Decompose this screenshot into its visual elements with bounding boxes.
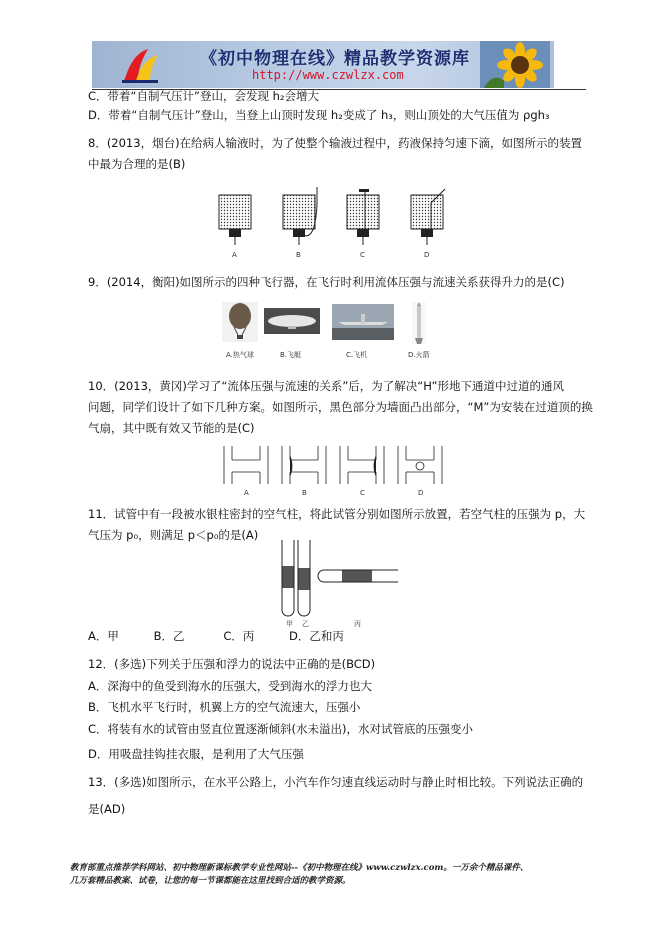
fig10-label-a: A: [244, 489, 249, 497]
footer-line-2: 几万套精品教案、试卷，让您的每一节课都能在这里找到合适的教学资源。: [70, 876, 351, 886]
question-10-line-1: 10．(2013，黄冈)学习了“流体压强与流速的关系”后，为了解决“H”形地下通道中过道的通风: [88, 379, 564, 393]
question-11-line-2: 气压为 p₀，则满足 p＜p₀的是(A): [88, 528, 259, 542]
passage-a: [224, 446, 268, 484]
fig10-label-b: B: [302, 489, 307, 497]
option-c: C．丙: [223, 629, 255, 643]
question-10-line-3: 气扇，其中既有效又节能的是(C): [88, 421, 255, 435]
fig8-label-c: C: [360, 251, 365, 259]
question-10-line-2: 问题，同学们设计了如下几种方案。如图所示，黑色部分为墙面凸出部分，“M”为安装在过道顶的换: [88, 400, 593, 414]
site-logo: [118, 45, 162, 85]
airplane-image: [332, 304, 394, 340]
fig8-label-d: D: [424, 251, 430, 259]
question-8-line-2: 中最为合理的是(B): [88, 157, 186, 171]
site-title: 《初中物理在线》精品教学资源库: [200, 49, 470, 69]
fig11-label-bing: 丙: [354, 620, 361, 628]
rocket-image: [412, 302, 426, 344]
bottle-c: [347, 189, 379, 245]
fig8-label-a: A: [232, 251, 237, 259]
site-url[interactable]: http://www.czwlzx.com: [252, 68, 404, 82]
header-banner: [92, 41, 554, 88]
figure-10-passages: [220, 444, 445, 498]
hot-air-balloon-image: [222, 302, 258, 342]
tube-bing: [318, 570, 398, 582]
fig10-label-c: C: [360, 489, 365, 497]
question-11-options: [88, 628, 344, 644]
sunflower-icon: [480, 41, 550, 88]
fig9-label-a: A.热气球: [226, 351, 254, 359]
figure-11-test-tubes: [268, 538, 400, 630]
question-9: 9．(2014，衡阳)如图所示的四种飞行器，在飞行时利用流体压强与流速关系获得升力的是(C): [88, 275, 565, 289]
option-b: B．乙: [153, 629, 185, 643]
question-12-option-c: C．将装有水的试管由竖直位置逐渐倾斜(水未溢出)，水对试管底的压强变小: [88, 722, 473, 736]
page-footer: [70, 862, 590, 888]
passage-b: [282, 446, 326, 484]
figure-8-infusion: [205, 185, 455, 260]
question-8-line-1: 8．(2013，烟台)在给病人输液时，为了使整个输液过程中，药液保持匀速下滴，如图所示的装置: [88, 136, 583, 150]
fig9-label-c: C.飞机: [346, 351, 368, 359]
fig10-label-d: D: [418, 489, 424, 497]
option-d-top: D．带着“自制气压计”登山，当登上山顶时发现 h₂变成了 h₃，则山顶处的大气压值为 ρgh₃: [88, 108, 550, 122]
option-a: A．甲: [88, 629, 119, 643]
question-13-line-2: 是(AD): [88, 802, 126, 816]
fig8-label-b: B: [296, 251, 301, 259]
fig9-label-b: B.飞艇: [280, 351, 302, 359]
footer-line-1: 教育部重点推荐学科网站、初中物理新课标教学专业性网站--《初中物理在线》www.czwlzx.com。一万余个精品课件、: [70, 863, 529, 873]
tube-jia: [282, 540, 294, 616]
question-13-line-1: 13．(多选)如图所示，在水平公路上，小汽车作匀速直线运动时与静止时相比较。下列说法正确的: [88, 775, 584, 789]
passage-c: [340, 446, 384, 484]
bottle-b: [283, 187, 317, 245]
question-12-option-d: D．用吸盘挂钩挂衣服，是利用了大气压强: [88, 747, 304, 761]
fig11-label-jia: 甲: [286, 620, 293, 628]
bottle-a: [219, 195, 251, 245]
option-d: D．乙和丙: [288, 629, 344, 643]
question-12-option-a: A．深海中的鱼受到海水的压强大，受到海水的浮力也大: [88, 679, 372, 693]
option-c-top: C．带着“自制气压计”登山，会发现 h₂会增大: [88, 89, 319, 103]
passage-d: [398, 446, 442, 484]
fig9-label-d: D.火箭: [408, 351, 430, 359]
question-12-option-b: B．飞机水平飞行时，机翼上方的空气流速大，压强小: [88, 700, 361, 714]
question-12: 12．(多选)下列关于压强和浮力的说法中正确的是(BCD): [88, 657, 376, 671]
fig11-label-yi: 乙: [302, 620, 309, 628]
tube-yi: [298, 540, 310, 616]
figure-9-aircraft: [222, 302, 442, 362]
question-11-line-1: 11．试管中有一段被水银柱密封的空气柱，将此试管分别如图所示放置，若空气柱的压强为 p，大: [88, 507, 586, 521]
bottle-d: [411, 189, 445, 245]
airship-image: [264, 308, 320, 334]
